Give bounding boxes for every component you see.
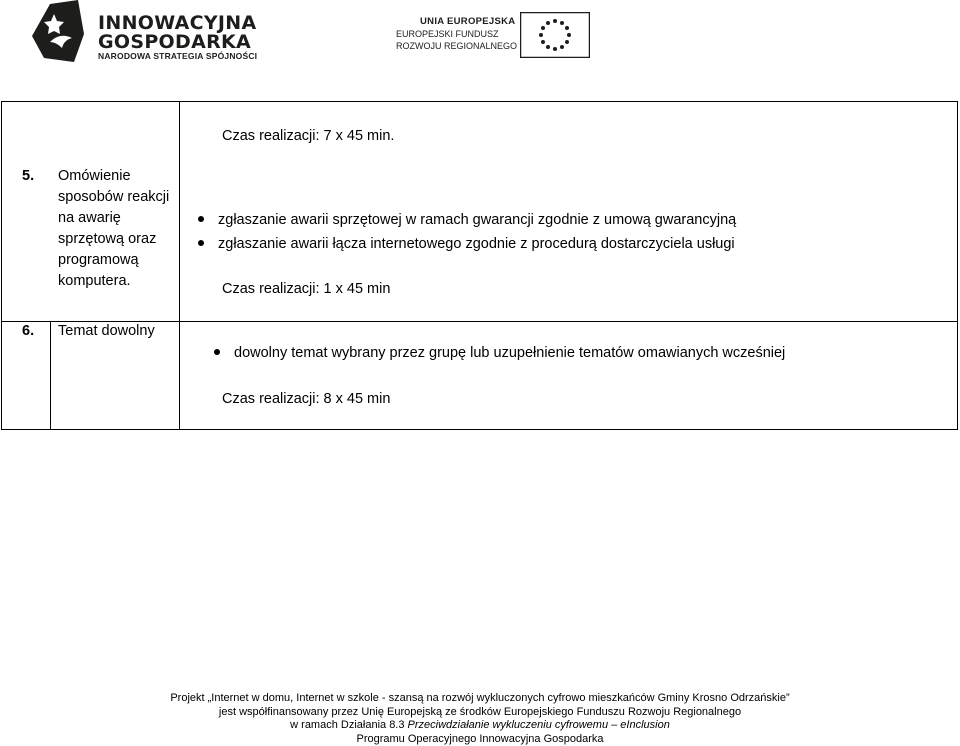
time-realization-row-5: Czas realizacji: 1 x 45 min: [222, 281, 391, 297]
star-figure-icon: [30, 0, 96, 66]
time-realization-top: Czas realizacji: 7 x 45 min.: [222, 128, 395, 144]
curriculum-table: [1, 101, 958, 430]
row-topic-6: Temat dowolny: [58, 323, 155, 339]
column-divider: [179, 102, 180, 429]
bullet-icon: [198, 240, 204, 246]
innowacyjna-gospodarka-logo: [30, 0, 270, 66]
row-number-6: 6.: [22, 323, 35, 339]
bullet-item: [198, 210, 736, 231]
row-number-5: 5.: [22, 168, 35, 184]
footer-line-3: [0, 719, 960, 733]
bullet-text: dowolny temat wybrany przez grupę lub uzupełnienie tematów omawianych wcześniej: [234, 345, 786, 361]
footer-line-4: Programu Operacyjnego Innowacyjna Gospodarka: [356, 732, 604, 745]
page-footer: [0, 692, 960, 746]
footer-line-1: Projekt „Internet w domu, Internet w szkole - szansą na rozwój wykluczonych cyfrowo mieszkańców Gminy Krosno Odrzańskie”: [170, 692, 790, 704]
bullet-text: zgłaszanie awarii sprzętowej w ramach gwarancji zgodnie z umową gwarancyjną: [218, 212, 737, 228]
logo-line-3: NARODOWA STRATEGIA SPÓJNOŚCI: [98, 51, 258, 61]
footer-line-3-prefix: w ramach Działania 8.3: [290, 719, 408, 731]
inner-column-divider: [50, 322, 51, 429]
logo-line-2: GOSPODARKA: [98, 31, 252, 53]
eu-logo-line-2: EUROPEJSKI FUNDUSZ: [396, 29, 499, 39]
footer-line-3-italic: Przeciwdziałanie wykluczeniu cyfrowemu – eInclusion: [407, 719, 670, 731]
bullet-item: [198, 234, 735, 255]
bullet-icon: [214, 349, 220, 355]
eu-logo-line-1: UNIA EUROPEJSKA: [420, 16, 516, 27]
eu-logo: [396, 12, 596, 60]
time-realization-row-6: Czas realizacji: 8 x 45 min: [222, 391, 391, 407]
bullet-text: zgłaszanie awarii łącza internetowego zgodnie z procedurą dostarczyciela usługi: [218, 236, 735, 252]
bullet-item: [214, 343, 785, 364]
bullet-icon: [198, 216, 204, 222]
logo-line-1: INNOWACYJNA: [98, 12, 257, 34]
eu-logo-line-3: ROZWOJU REGIONALNEGO: [396, 41, 518, 51]
row-topic-5: Omówienie sposobów reakcji na awarię sprzętową oraz programową komputera.: [58, 168, 170, 289]
eu-flag-icon: [520, 12, 590, 58]
footer-line-2: jest współfinansowany przez Unię Europejską ze środków Europejskiego Funduszu Rozwoju Regionalnego: [218, 705, 742, 718]
